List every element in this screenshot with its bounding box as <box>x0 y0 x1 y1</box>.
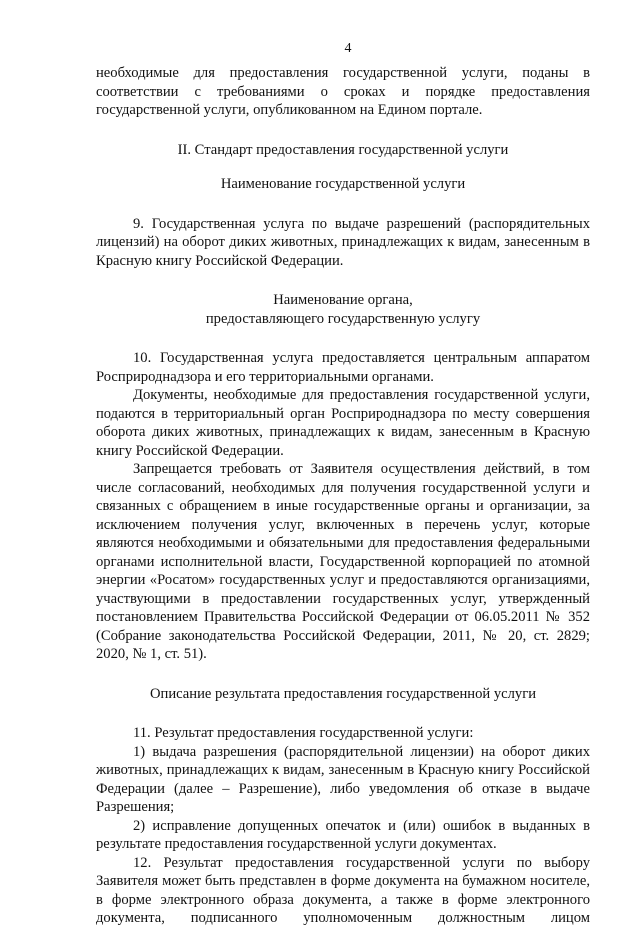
paragraph-11-item-1: 1) выдача разрешения (распорядительной лицензии) на оборот диких животных, принадлежащих к видам, занесенным в Красную книгу Российской Федерации (далее – Разрешение), либо уведомления об отказе в выдаче Разрешения; <box>96 743 590 815</box>
paragraph-10-documents: Документы, необходимые для предоставления государственной услуги, подаются в территориальный орган Росприроднадзора по месту совершения оборота диких животных, принадлежащих к видам, занесенным в Красную книгу Российской Федерации. <box>96 387 590 459</box>
subsection-body-line2: предоставляющего государственную услугу <box>205 310 481 327</box>
subsection-result: Описание результата предоставления государственной услуги <box>149 685 537 702</box>
page-number: 4 <box>344 41 352 56</box>
paragraph-9: 9. Государственная услуга по выдаче разрешений (распорядительных лицензий) на оборот диких животных, принадлежащих к видам, занесенным в Красную книгу Российской Федерации. <box>96 215 590 269</box>
paragraph-10: 10. Государственная услуга предоставляется центральным аппаратом Росприроднадзора и его территориальными органами. <box>96 350 590 385</box>
subsection-service-name: Наименование государственной услуги <box>220 176 466 192</box>
paragraph-11: 11. Результат предоставления государственной услуги: <box>133 725 474 741</box>
subsection-body-line1: Наименование органа, <box>273 292 413 308</box>
paragraph-10-prohibition: Запрещается требовать от Заявителя осуществления действий, в том числе согласований, необходимых для получения государственной услуги и связанных с обращением в иные государственные органы и организации, за исключением получения услуг, включенных в перечень услуг, которые являются необходимыми и обязательными для предоставления федеральными органами исполнительной власти, Государственной корпорацией по атомной энергии «Росатом» государственных услуг и предоставляются организациями, участвующими в предоставлении государственных услуг, утвержденный постановлением Правительства Российской Федерации от 06.05.2011 № 352 (Собрание законодательства Российской Федерации, 2011, № 20, ст. 2829; 2020, № 1, ст. 51). <box>96 461 590 662</box>
paragraph-12: 12. Результат предоставления государственной услуги по выбору Заявителя может быть представлен в форме документа на бумажном носителе, в форме электронного образа документа, а также в форме электронного документа, подписанного уполномоченным должностным лицом <box>96 854 590 926</box>
section-title: II. Стандарт предоставления государственной услуги <box>177 141 509 158</box>
paragraph-11-item-2: 2) исправление допущенных опечаток и (или) ошибок в выданных в результате предоставления государственной услуги документах. <box>96 817 590 852</box>
intro-paragraph: необходимые для предоставления государственной услуги, поданы в соответствии с требованиями о сроках и порядке предоставления государственной услуги, опубликованном на Едином портале. <box>96 65 590 118</box>
